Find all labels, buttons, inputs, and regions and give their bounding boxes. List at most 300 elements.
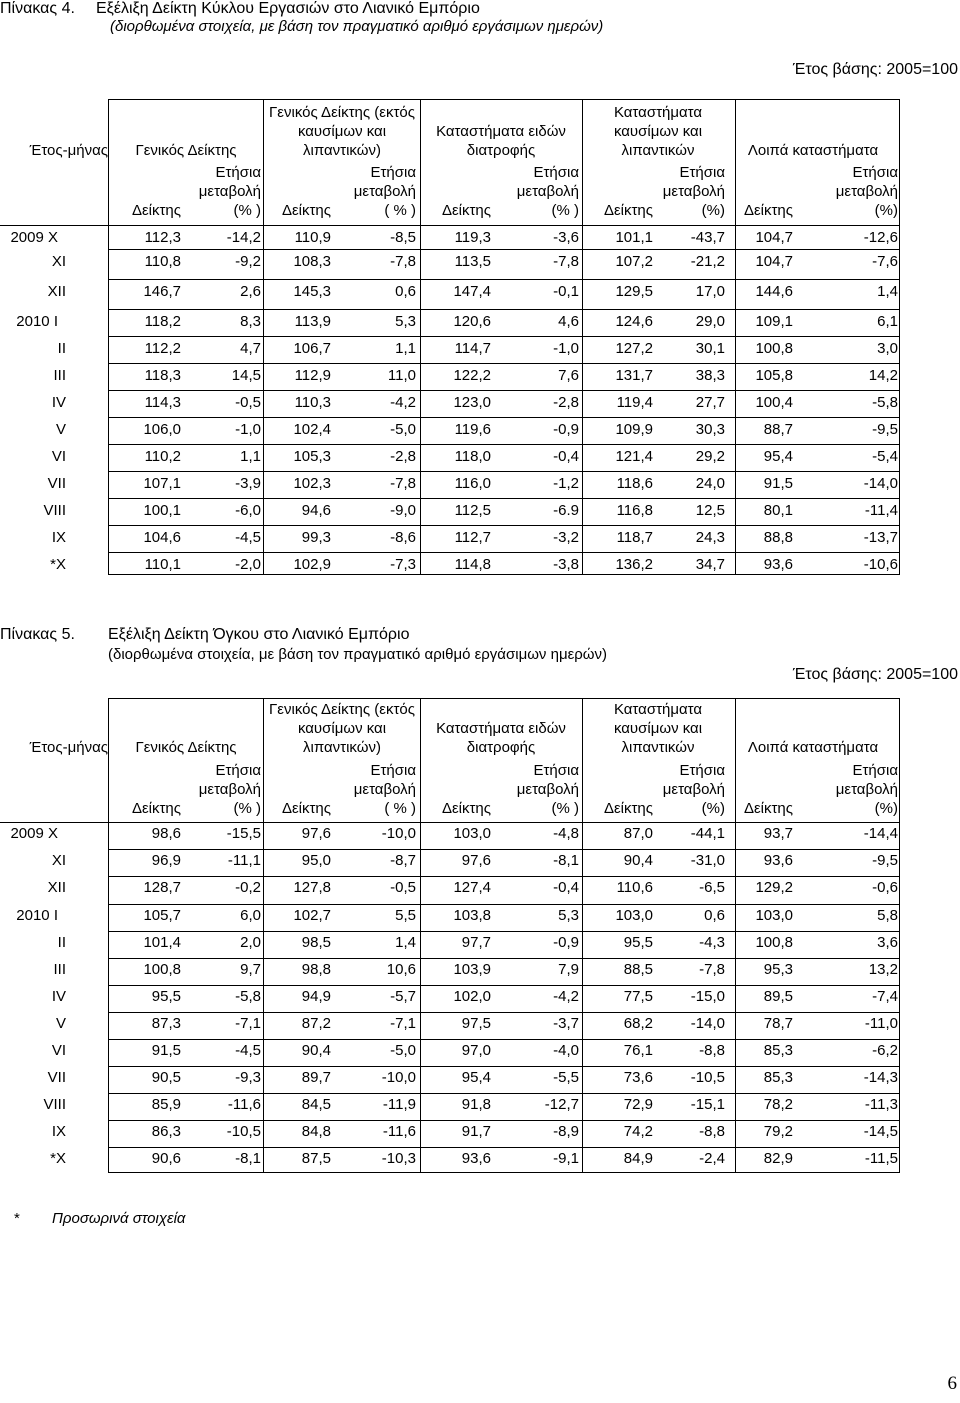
change-subheader-line1: Ετήσια	[370, 762, 416, 779]
table-cell: 110,1	[144, 556, 181, 573]
change-subheader-line1: Ετήσια	[215, 762, 261, 779]
change-subheader-line1: Ετήσια	[679, 164, 725, 181]
row-period-label: 2010 I	[16, 907, 58, 924]
table-cell: -14,5	[863, 1123, 898, 1140]
row-rule	[108, 552, 900, 553]
table-cell: 11,0	[387, 367, 416, 384]
table-cell: 127,8	[293, 879, 331, 896]
table-cell: 1,1	[395, 340, 416, 357]
table-cell: 97,7	[461, 934, 491, 951]
top-rule	[108, 698, 900, 699]
table-cell: -6.9	[553, 502, 579, 519]
row-rule	[108, 985, 900, 986]
index-subheader: Δείκτης	[281, 202, 331, 219]
change-subheader-line3: (% )	[551, 800, 579, 817]
table-cell: 94,9	[301, 988, 331, 1005]
table5-label: Πίνακας 5.	[0, 626, 75, 643]
table-cell: -14,4	[863, 825, 898, 842]
table-cell: 5,5	[395, 907, 416, 924]
table-cell: 131,7	[615, 367, 653, 384]
table-cell: 118,3	[144, 367, 181, 384]
change-subheader-line2: μεταβολή	[198, 781, 261, 798]
table-cell: -44,1	[690, 825, 725, 842]
row-rule	[108, 904, 900, 905]
group-header-3: Καταστήματα ειδών διατροφής	[436, 720, 566, 756]
table-cell: 13,2	[868, 961, 898, 978]
row-rule	[108, 336, 900, 337]
table-cell: -12,6	[863, 229, 898, 246]
table-cell: -11,9	[382, 1096, 416, 1113]
bottom-rule	[108, 1172, 900, 1173]
table-cell: -4,5	[235, 529, 261, 546]
table-cell: 112,7	[454, 529, 491, 546]
table-cell: -14,3	[863, 1069, 898, 1086]
table-cell: -13,7	[863, 529, 898, 546]
footnote	[14, 1210, 185, 1227]
table-cell: 82,9	[763, 1150, 793, 1167]
table-cell: 2,6	[240, 283, 261, 300]
table-cell: 146,7	[143, 283, 181, 300]
table-cell: 108,3	[293, 253, 331, 270]
table-cell: -4,2	[553, 988, 579, 1005]
row-period-label: *X	[50, 1150, 66, 1167]
table-cell: -11,0	[864, 1015, 898, 1032]
row-rule	[108, 1147, 900, 1148]
table-cell: 105,8	[755, 367, 793, 384]
table-cell: 102,4	[293, 421, 331, 438]
change-subheader-line3: (%)	[874, 202, 898, 219]
table-cell: -4,2	[390, 394, 416, 411]
change-subheader-line1: Ετήσια	[370, 164, 416, 181]
table-cell: 91,5	[151, 1042, 181, 1059]
table-cell: -12,7	[544, 1096, 579, 1113]
row-rule	[108, 958, 900, 959]
row-rule	[108, 1066, 900, 1067]
index-subheader: Δείκτης	[743, 202, 793, 219]
table-cell: 77,5	[623, 988, 653, 1005]
table-cell: 128,7	[143, 879, 181, 896]
table-cell: -10,5	[690, 1069, 725, 1086]
table-cell: -4,8	[553, 825, 579, 842]
table-cell: 100,8	[143, 961, 181, 978]
table-cell: 95,5	[151, 988, 181, 1005]
table-cell: 98,8	[301, 961, 331, 978]
table-cell: -0,5	[235, 394, 261, 411]
change-subheader-line2: μεταβολή	[198, 183, 261, 200]
table-cell: -2,8	[553, 394, 579, 411]
table-cell: 99,3	[301, 529, 331, 546]
table-cell: -7,8	[390, 253, 416, 270]
row-period-label: 2009 X	[10, 825, 58, 842]
change-subheader-line3: (% )	[551, 202, 579, 219]
table-cell: 72,9	[623, 1096, 653, 1113]
row-period-label: II	[57, 934, 66, 951]
table-cell: 112,3	[144, 229, 181, 246]
change-subheader-line2: μεταβολή	[835, 183, 898, 200]
table-cell: 104,7	[755, 229, 793, 246]
table-cell: 114,3	[144, 394, 181, 411]
table-cell: -0,5	[390, 879, 416, 896]
row-period-label: IX	[51, 1123, 66, 1140]
change-subheader-line3: (% )	[233, 202, 261, 219]
table-cell: 116,8	[616, 502, 653, 519]
table-cell: 114,7	[454, 340, 491, 357]
table-cell: -8,8	[699, 1123, 725, 1140]
table-cell: 14,2	[868, 367, 898, 384]
table-cell: -11,1	[227, 852, 261, 869]
table-cell: 105,7	[143, 907, 181, 924]
group-header-1: Γενικός Δείκτης	[135, 142, 237, 159]
table-cell: 87,0	[623, 825, 653, 842]
row-period-label: *X	[50, 556, 66, 573]
table-cell: -8,7	[390, 852, 416, 869]
table-cell: 97,6	[461, 852, 491, 869]
table-cell: 93,6	[461, 1150, 491, 1167]
table-cell: 101,1	[615, 229, 653, 246]
table-cell: 38,3	[695, 367, 725, 384]
table-cell: -5,4	[872, 448, 898, 465]
table-cell: -14,2	[226, 229, 261, 246]
table-cell: -2,0	[235, 556, 261, 573]
table-cell: 110,3	[294, 394, 331, 411]
table-cell: 93,6	[763, 556, 793, 573]
table-cell: 95,4	[461, 1069, 491, 1086]
change-subheader-line2: μεταβολή	[662, 781, 725, 798]
group-header-5: Λοιπά καταστήματα	[747, 739, 879, 756]
table-cell: 123,0	[453, 394, 491, 411]
table-cell: -1,0	[553, 340, 579, 357]
column-rule	[899, 698, 900, 1172]
table-cell: 98,6	[151, 825, 181, 842]
table-cell: 129,5	[615, 283, 653, 300]
row-period-label: V	[55, 421, 66, 438]
table-cell: -7,1	[235, 1015, 261, 1032]
table-cell: 121,4	[615, 448, 653, 465]
table-cell: 84,8	[301, 1123, 331, 1140]
table-cell: 0,6	[395, 283, 416, 300]
table-cell: 30,3	[695, 421, 725, 438]
table-cell: -0,9	[553, 934, 579, 951]
change-subheader-line1: Ετήσια	[215, 164, 261, 181]
table-cell: 94,6	[301, 502, 331, 519]
table-cell: 118,2	[144, 313, 181, 330]
row-period-label: VII	[47, 475, 66, 492]
table-cell: 127,4	[453, 879, 491, 896]
table-cell: 74,2	[623, 1123, 653, 1140]
index-subheader: Δείκτης	[441, 202, 491, 219]
row-rule	[108, 1120, 900, 1121]
table-cell: 110,2	[144, 448, 181, 465]
row-period-label: III	[53, 961, 66, 978]
table-cell: 88,7	[763, 421, 793, 438]
row-period-label: VI	[51, 1042, 66, 1059]
table-cell: 120,6	[453, 313, 491, 330]
group-header-2: Γενικός Δείκτης (εκτός καυσίμων και λιπαντικών)	[269, 104, 415, 159]
row-rule	[108, 309, 900, 310]
table-cell: -8,6	[390, 529, 416, 546]
row-period-label: IX	[51, 529, 66, 546]
table-cell: 118,0	[454, 448, 491, 465]
row-period-label: II	[57, 340, 66, 357]
table-cell: -11,6	[227, 1096, 261, 1113]
row-period-label: IV	[51, 988, 66, 1005]
table-cell: 124,6	[615, 313, 653, 330]
table-cell: 79,2	[763, 1123, 793, 1140]
table-cell: -4,5	[235, 1042, 261, 1059]
table-cell: 68,2	[623, 1015, 653, 1032]
table-cell: 5,3	[558, 907, 579, 924]
table-cell: 90,5	[151, 1069, 181, 1086]
table-cell: 12,5	[695, 502, 725, 519]
change-subheader-line1: Ετήσια	[679, 762, 725, 779]
table-cell: -10,3	[381, 1150, 416, 1167]
table-cell: 103,9	[453, 961, 491, 978]
table-cell: 97,6	[301, 825, 331, 842]
row-rule	[108, 363, 900, 364]
table-cell: 102,0	[453, 988, 491, 1005]
table-cell: -3,6	[553, 229, 579, 246]
row-rule	[108, 1039, 900, 1040]
top-rule	[108, 99, 900, 100]
table-cell: -14,0	[863, 475, 898, 492]
table-cell: 95,4	[763, 448, 793, 465]
table-cell: 78,7	[763, 1015, 793, 1032]
row-period-label: VI	[51, 448, 66, 465]
table-cell: 100,4	[755, 394, 793, 411]
table-cell: -15,0	[690, 988, 725, 1005]
table-cell: 76,1	[623, 1042, 653, 1059]
table-cell: 89,7	[301, 1069, 331, 1086]
index-subheader: Δείκτης	[603, 202, 653, 219]
table-cell: 112,5	[454, 502, 491, 519]
table-cell: -0,4	[553, 879, 579, 896]
table-cell: 0,6	[704, 907, 725, 924]
table5-title: Εξέλιξη Δείκτη Όγκου στο Λιανικό Εμπόριο	[108, 626, 410, 643]
table-cell: 127,2	[615, 340, 653, 357]
table-cell: 80,1	[763, 502, 793, 519]
table-cell: 112,9	[294, 367, 331, 384]
table-cell: -11,3	[864, 1096, 898, 1113]
row-period-label: VIII	[43, 1096, 66, 1113]
table-cell: 95,5	[623, 934, 653, 951]
table-cell: 144,6	[755, 283, 793, 300]
table-cell: 1,1	[240, 448, 261, 465]
table-cell: 78,2	[763, 1096, 793, 1113]
table-cell: 102,3	[293, 475, 331, 492]
table-cell: -7,3	[390, 556, 416, 573]
table-cell: 110,6	[616, 879, 653, 896]
table-cell: 91,7	[461, 1123, 491, 1140]
column-rule	[420, 698, 421, 1172]
change-subheader-line3: (%)	[701, 800, 725, 817]
table-cell: -9,3	[235, 1069, 261, 1086]
row-period-label: VII	[47, 1069, 66, 1086]
table-cell: -3,8	[553, 556, 579, 573]
table5-subtitle: (διορθωμένα στοιχεία, με βάση τον πραγματικό αριθμό εργάσιμων ημερών)	[108, 646, 608, 663]
table-cell: 96,9	[151, 852, 181, 869]
table-cell: -15,1	[690, 1096, 725, 1113]
table-cell: -10,5	[226, 1123, 261, 1140]
table-cell: -0,1	[553, 283, 579, 300]
table-cell: 106,7	[293, 340, 331, 357]
table-cell: -5,0	[390, 1042, 416, 1059]
index-subheader: Δείκτης	[603, 800, 653, 817]
table-cell: 85,3	[763, 1042, 793, 1059]
row-rule	[108, 417, 900, 418]
row-rule	[108, 249, 900, 250]
change-subheader-line2: μεταβολή	[353, 183, 416, 200]
table-cell: 17,0	[695, 283, 725, 300]
table-cell: -6,5	[699, 879, 725, 896]
table-cell: 87,2	[301, 1015, 331, 1032]
table-cell: 5,3	[395, 313, 416, 330]
table-cell: -8,8	[699, 1042, 725, 1059]
table-cell: 87,3	[151, 1015, 181, 1032]
table-cell: 145,3	[293, 283, 331, 300]
index-subheader: Δείκτης	[743, 800, 793, 817]
table-cell: -15,5	[226, 825, 261, 842]
table-cell: 7,6	[558, 367, 579, 384]
row-rule	[108, 525, 900, 526]
table-cell: 97,5	[461, 1015, 491, 1032]
header-rule	[0, 822, 900, 823]
change-subheader-line1: Ετήσια	[533, 762, 579, 779]
table-cell: 109,1	[755, 313, 793, 330]
row-period-label: III	[53, 367, 66, 384]
table-cell: 100,1	[143, 502, 181, 519]
column-rule	[263, 698, 264, 1172]
table-cell: -5,7	[390, 988, 416, 1005]
table-cell: -1,0	[235, 421, 261, 438]
table-cell: -9,1	[553, 1150, 579, 1167]
table-cell: -5,5	[553, 1069, 579, 1086]
change-subheader-line3: ( % )	[384, 202, 416, 219]
table-cell: 29,2	[695, 448, 725, 465]
table-cell: 105,3	[293, 448, 331, 465]
table-cell: 27,7	[695, 394, 725, 411]
table-cell: 104,7	[755, 253, 793, 270]
table-cell: 103,0	[453, 825, 491, 842]
table-cell: -4,0	[553, 1042, 579, 1059]
change-subheader-line2: μεταβολή	[516, 781, 579, 798]
table-cell: -5,8	[872, 394, 898, 411]
group-header-3: Καταστήματα ειδών διατροφής	[436, 123, 566, 159]
table-cell: 88,8	[763, 529, 793, 546]
table-cell: 85,9	[151, 1096, 181, 1113]
table-cell: -8,9	[553, 1123, 579, 1140]
change-subheader-line2: μεταβολή	[353, 781, 416, 798]
table-cell: 107,1	[143, 475, 181, 492]
period-header: Έτος-μήνας	[29, 739, 108, 756]
change-subheader-line1: Ετήσια	[852, 762, 898, 779]
table-cell: 14,5	[231, 367, 261, 384]
row-period-label: 2010 I	[16, 313, 58, 330]
row-period-label: 2009 X	[10, 229, 58, 246]
row-period-label: V	[55, 1015, 66, 1032]
row-rule	[108, 931, 900, 932]
table4-base-year: Έτος βάσης: 2005=100	[792, 61, 958, 78]
table-cell: -3,7	[553, 1015, 579, 1032]
table-cell: 29,0	[695, 313, 725, 330]
table-cell: -10,0	[381, 1069, 416, 1086]
table-cell: 93,6	[763, 852, 793, 869]
table-cell: 147,4	[453, 283, 491, 300]
group-header-4: Καταστήματα καυσίμων και λιπαντικών	[613, 104, 703, 159]
index-subheader: Δείκτης	[131, 800, 181, 817]
table-cell: -7,6	[872, 253, 898, 270]
group-header-5: Λοιπά καταστήματα	[747, 142, 879, 159]
table-cell: 110,9	[294, 229, 331, 246]
table-cell: 3,6	[877, 934, 898, 951]
table-cell: -9,5	[872, 421, 898, 438]
table-cell: -0,2	[235, 879, 261, 896]
table-cell: -3,2	[553, 529, 579, 546]
row-rule	[108, 444, 900, 445]
table-cell: -21,2	[690, 253, 725, 270]
table-cell: 6,0	[240, 907, 261, 924]
change-subheader-line3: (% )	[233, 800, 261, 817]
table-cell: -10,0	[381, 825, 416, 842]
row-period-label: XII	[47, 879, 66, 896]
row-period-label: XI	[51, 852, 66, 869]
table-cell: -11,5	[864, 1150, 898, 1167]
table-cell: -0,4	[553, 448, 579, 465]
index-subheader: Δείκτης	[441, 800, 491, 817]
table-cell: 5,8	[877, 907, 898, 924]
table-cell: 30,1	[695, 340, 725, 357]
table-cell: 129,2	[755, 879, 793, 896]
table-cell: -31,0	[690, 852, 725, 869]
table-cell: 86,3	[151, 1123, 181, 1140]
table-cell: -7,8	[699, 961, 725, 978]
table-cell: 6,1	[877, 313, 898, 330]
table-cell: 114,8	[454, 556, 491, 573]
table-cell: 3,0	[877, 340, 898, 357]
table-cell: 110,8	[144, 253, 181, 270]
row-rule	[108, 279, 900, 280]
table-cell: 90,4	[301, 1042, 331, 1059]
bottom-rule	[108, 574, 900, 575]
table-cell: -6,2	[872, 1042, 898, 1059]
table4	[0, 99, 900, 574]
group-header-4: Καταστήματα καυσίμων και λιπαντικών	[613, 701, 703, 756]
table-cell: -7,8	[553, 253, 579, 270]
table-cell: 101,4	[143, 934, 181, 951]
column-rule	[582, 698, 583, 1172]
table-cell: 73,6	[623, 1069, 653, 1086]
table-cell: 4,6	[558, 313, 579, 330]
row-rule	[108, 498, 900, 499]
column-rule	[108, 698, 109, 1172]
table-cell: 118,6	[616, 475, 653, 492]
table-cell: -9,5	[872, 852, 898, 869]
table-cell: 1,4	[395, 934, 416, 951]
table-cell: 84,5	[301, 1096, 331, 1113]
table-cell: 85,3	[763, 1069, 793, 1086]
table-cell: 106,0	[143, 421, 181, 438]
table-cell: -9,2	[235, 253, 261, 270]
table5	[0, 698, 900, 1172]
table-cell: 118,7	[616, 529, 653, 546]
table-cell: 107,2	[615, 253, 653, 270]
table-cell: -5,0	[390, 421, 416, 438]
table-cell: -11,6	[382, 1123, 416, 1140]
footnote-text: Προσωρινά στοιχεία	[52, 1210, 186, 1227]
table-cell: 102,9	[293, 556, 331, 573]
table-cell: 119,3	[454, 229, 491, 246]
table5-base-year: Έτος βάσης: 2005=100	[792, 666, 958, 683]
row-period-label: XII	[47, 283, 66, 300]
